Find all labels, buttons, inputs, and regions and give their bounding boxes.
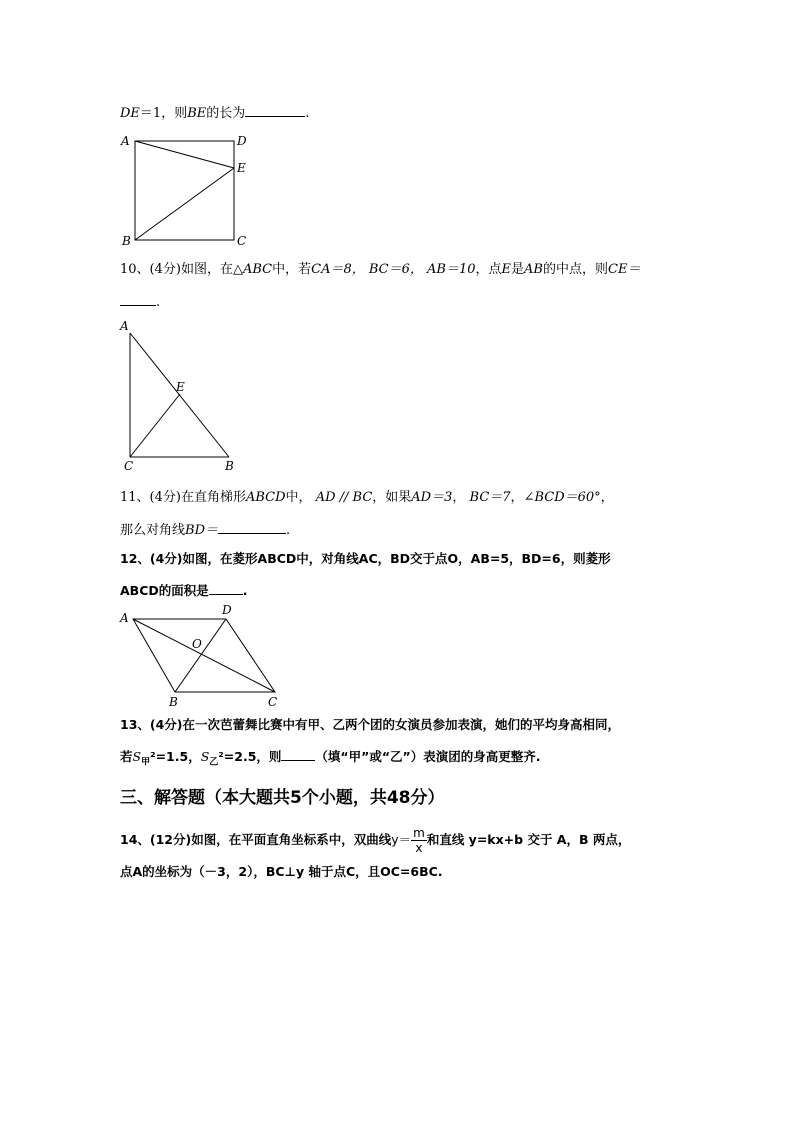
- q10-end: .: [156, 295, 161, 310]
- q14-post: 和直线 y=kx+b 交于 A，B 两点，: [426, 832, 631, 847]
- q10-rest1: ，点: [475, 262, 502, 277]
- q10-label-c: C: [124, 459, 134, 473]
- q11-number: 11、(4分)在直角梯形: [120, 490, 246, 505]
- q12-label-b: B: [169, 695, 178, 709]
- q12-end: .: [242, 583, 248, 598]
- q9-answer-blank[interactable]: [245, 104, 305, 117]
- q10-answer-line: [120, 293, 160, 311]
- q11-ad-parallel-bc: AD // BC: [315, 490, 373, 505]
- q12-label-c: C: [268, 695, 278, 709]
- q10-number: 10、(4分)如图，在: [120, 262, 233, 277]
- q10-label-a: A: [120, 319, 129, 333]
- q10-answer-blank[interactable]: [120, 293, 156, 306]
- q9-be: BE: [187, 106, 207, 121]
- q9-end: .: [305, 106, 310, 121]
- q9-label-a: A: [121, 134, 130, 148]
- q12-answer-blank[interactable]: [209, 582, 243, 595]
- q12-rhombus: [133, 619, 275, 692]
- q12-diagonal-ac: [133, 619, 275, 692]
- section-3-heading: 三、解答题（本大题共5个小题，共48分）: [120, 788, 445, 808]
- q13-post: （填“甲”或“乙”）表演团的身高更整齐.: [315, 749, 541, 764]
- q13-answer-line: [120, 748, 541, 771]
- q14-text-line: [120, 826, 630, 855]
- q11-answer-blank[interactable]: [218, 521, 286, 534]
- q9-de: DE: [120, 106, 140, 121]
- q14-y-eq: y＝: [391, 832, 412, 847]
- q14-frac-num: m: [413, 826, 425, 840]
- q10-rest3: 的中点，则: [543, 262, 609, 277]
- q11-comma1: ，: [452, 490, 466, 505]
- q9-label-c: C: [237, 234, 247, 248]
- q11-mid: 中，: [285, 490, 312, 505]
- q14-fraction: [411, 826, 427, 855]
- q14-line2: 点A的坐标为（－3，2），BC⊥y 轴于点C，且OC=6BC.: [120, 864, 443, 879]
- q9-label-e: E: [237, 161, 246, 175]
- q13-pre: 若: [120, 749, 133, 764]
- q11-comma3: ，: [600, 490, 614, 505]
- q12-text-line: 12、(4分)如图，在菱形ABCD中，对角线AC，BD交于点O，AB=5，BD=6，则菱形: [120, 551, 611, 566]
- q9-text-line: [120, 104, 309, 122]
- q12-diagram: [133, 619, 275, 692]
- q11-abcd: ABCD: [245, 490, 286, 505]
- q10-e: E: [501, 262, 512, 277]
- q12-label-o: O: [192, 637, 202, 651]
- q12-answer-line: [120, 582, 248, 599]
- q14-frac-den: x: [415, 841, 423, 855]
- q10-mid: 中，若: [272, 262, 312, 277]
- q10-label-b: B: [225, 459, 234, 473]
- q13-s-jia: S: [132, 749, 142, 764]
- q12-label-a: A: [120, 611, 129, 625]
- q13-text-line: 13、(4分)在一次芭蕾舞比赛中有甲、乙两个团的女演员参加表演，她们的平均身高相同，: [120, 717, 621, 732]
- q10-ab: AB＝10: [427, 262, 476, 277]
- q10-ab2: AB: [524, 262, 543, 277]
- q10-segment-ce: [130, 394, 180, 457]
- q10-bc: BC＝6，: [368, 262, 423, 277]
- q11-comma2: ，: [510, 490, 524, 505]
- q13-sub-jia: 甲: [141, 757, 151, 768]
- q9-label-b: B: [122, 234, 131, 248]
- q11-line2-pre: 那么对角线: [120, 523, 186, 538]
- q10-label-e: E: [176, 380, 185, 394]
- q9-square: [135, 141, 234, 240]
- q11-text-line: [120, 490, 614, 506]
- q12-diagonal-bd: [175, 619, 226, 692]
- q10-ce: CE＝: [608, 262, 641, 277]
- q11-end: .: [286, 523, 291, 538]
- q13-s-yi: S: [200, 749, 210, 764]
- q11-ad: AD＝3: [411, 490, 453, 505]
- q10-triangle: △ABC: [232, 262, 273, 277]
- q10-rest2: 是: [511, 262, 525, 277]
- q13-eq1: ²=1.5，: [150, 749, 201, 764]
- q10-segment-ab: [130, 333, 229, 457]
- q10-text-line: [120, 262, 640, 278]
- q11-bc: BC＝7: [469, 490, 511, 505]
- q13-sub-yi: 乙: [209, 757, 219, 768]
- q14-pre: 14、(12分)如图，在平面直角坐标系中，双曲线: [120, 832, 392, 847]
- q9-len: 的长为: [206, 106, 246, 121]
- q11-bd: BD＝: [185, 523, 218, 538]
- q9-segment-ae: [135, 141, 234, 168]
- q12-label-d: D: [222, 603, 232, 617]
- q9-segment-be: [135, 168, 234, 240]
- q11-rest1: ，如果: [372, 490, 412, 505]
- q10-ca: CA＝8，: [311, 262, 365, 277]
- q13-eq2: ²=2.5，则: [218, 749, 282, 764]
- q11-answer-line: [120, 521, 290, 539]
- q9-label-d: D: [237, 134, 247, 148]
- q9-diagram: [135, 141, 234, 240]
- q12-line2-pre: ABCD的面积是: [120, 583, 209, 598]
- q9-eq1: ＝1，则: [139, 106, 188, 121]
- q10-diagram: [130, 333, 229, 457]
- q11-angle: ∠BCD＝60°: [523, 490, 601, 505]
- q13-answer-blank[interactable]: [281, 748, 315, 761]
